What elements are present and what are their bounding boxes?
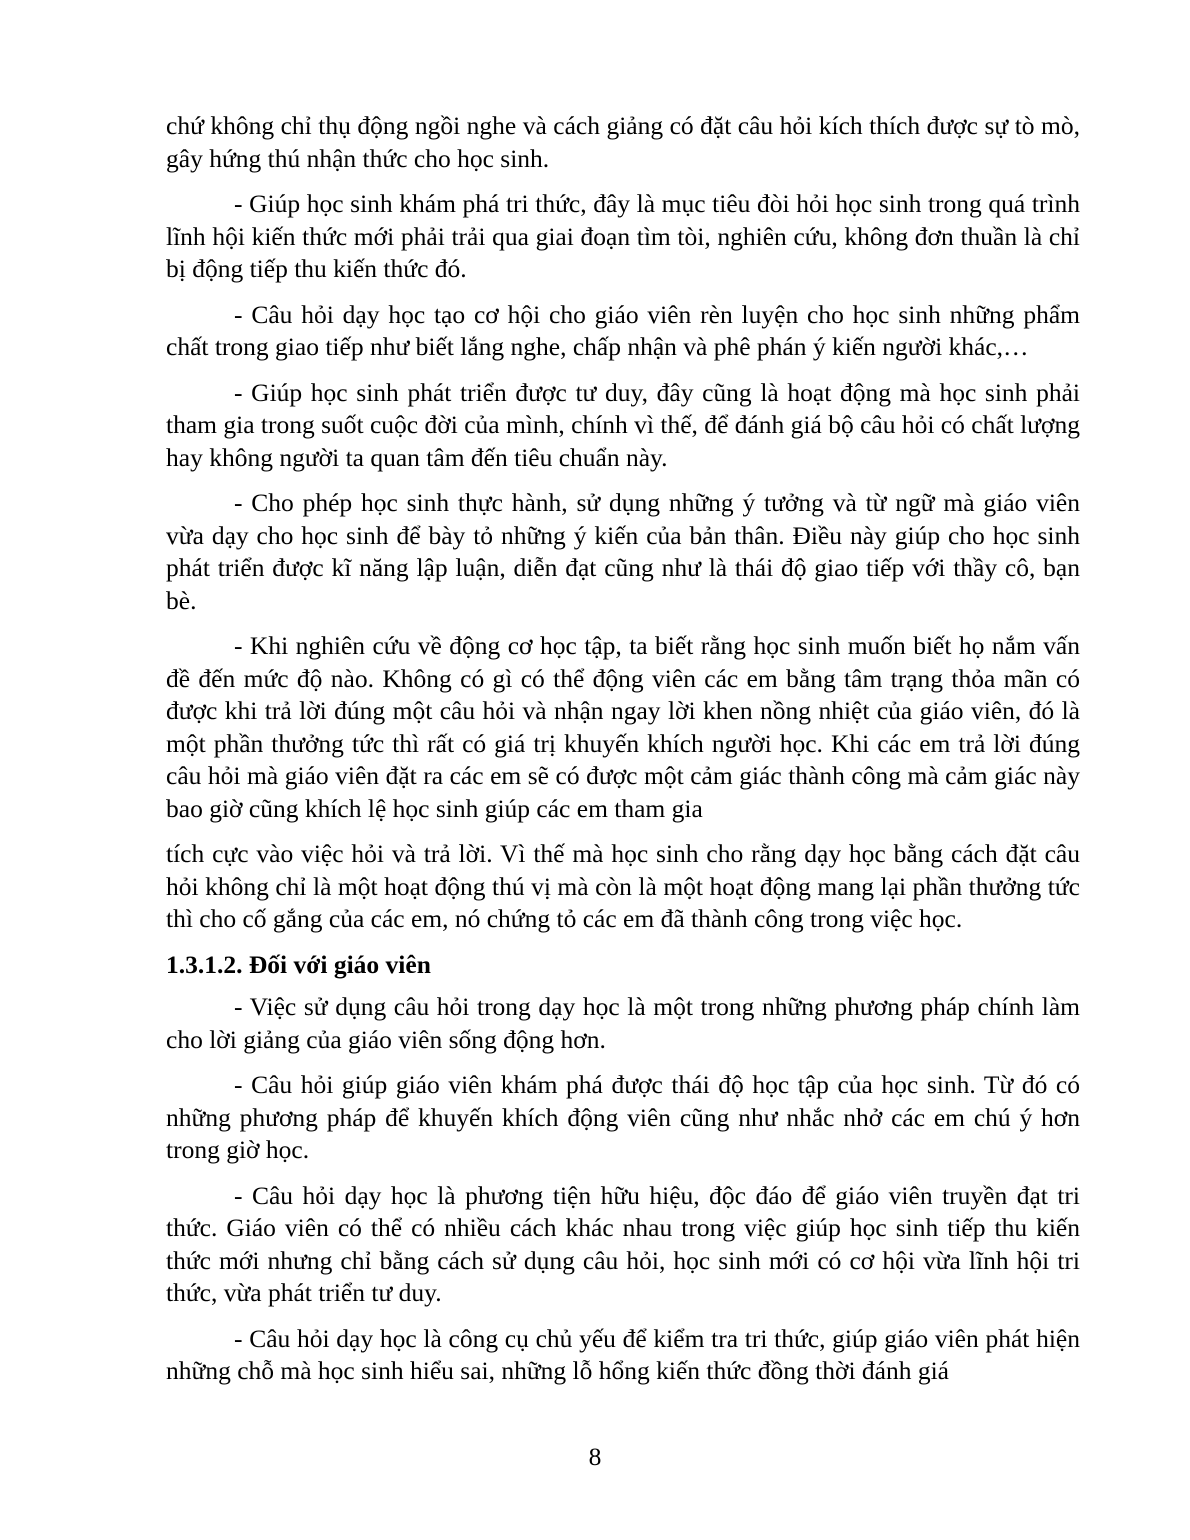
page-number: 8 [588,1442,602,1471]
section-heading: 1.3.1.2. Đối với giáo viên [166,949,431,979]
paragraph-effective-means: - Câu hỏi dạy học là phương tiện hữu hiệu, độc đáo để giáo viên truyền đạt tri thức. Giáo viên có thể có nhiều cách khác nhau trong việc giúp học sinh tiếp thu kiến thức mới nhưng chỉ bằng cách sử dụng câu hỏi, học sinh mới có cơ hội vừa lĩnh hội tri thức, vừa phát triển tư duy. [166,1180,1080,1307]
paragraph-discover-knowledge: - Giúp học sinh khám phá tri thức, đây là mục tiêu đòi hỏi học sinh trong quá trình lĩnh hội kiến thức mới phải trải qua giai đoạn tìm tòi, nghiên cứu, không đơn thuần là chỉ bị động tiếp thu kiến thức đó. [166,189,1080,283]
paragraph-learning-attitude: - Câu hỏi giúp giáo viên khám phá được thái độ học tập của học sinh. Từ đó có những phương pháp để khuyến khích động viên cũng như nhắc nhở các em chú ý hơn trong giờ học. [166,1070,1080,1164]
paragraph-develop-thinking: - Giúp học sinh phát triển được tư duy, đây cũng là hoạt động mà học sinh phải tham gia trong suốt cuộc đời của mình, chính vì thế, để đánh giá bộ câu hỏi có chất lượng hay không người ta quan tâm đến tiêu chuẩn này. [166,377,1080,472]
paragraph-learning-motivation: - Khi nghiên cứu về động cơ học tập, ta biết rằng học sinh muốn biết họ nắm vấn đề đến mức độ nào. Không có gì có thể động viên các em bằng tâm trạng thỏa mãn có được khi trả lời đúng một câu hỏi và nhận ngay lời khen nồng nhiệt của giáo viên, đó là một phần thưởng tức thì rất có giá trị khuyến khích người học. Khi các em trả lời đúng câu hỏi mà giáo viên đặt ra các em sẽ có được một cảm giác thành công mà cảm giác này bao giờ cũng khích lệ học sinh giúp các em tham gia [166,631,1080,823]
document-page [166,110,1080,1401]
paragraph-lively-lecture: - Việc sử dụng câu hỏi trong dạy học là một trong những phương pháp chính làm cho lời giảng của giáo viên sống động hơn. [166,992,1080,1054]
paragraph-practice-ideas: - Cho phép học sinh thực hành, sử dụng những ý tưởng và từ ngữ mà giáo viên vừa dạy cho học sinh để bày tỏ những ý kiến của bản thân. Điều này giúp cho học sinh phát triển được kĩ năng lập luận, diễn đạt cũng như là thái độ giao tiếp với thầy cô, bạn bè. [166,488,1080,615]
paragraph-assessment-tool: - Câu hỏi dạy học là công cụ chủ yếu để kiểm tra tri thức, giúp giáo viên phát hiện những chỗ mà học sinh hiểu sai, những lỗ hổng kiến thức đồng thời đánh giá [166,1323,1080,1385]
paragraph-communication-skills: - Câu hỏi dạy học tạo cơ hội cho giáo viên rèn luyện cho học sinh những phẩm chất trong giao tiếp như biết lắng nghe, chấp nhận và phê phán ý kiến người khác,… [166,299,1080,361]
paragraph-motivation-continued: tích cực vào việc hỏi và trả lời. Vì thế mà học sinh cho rằng dạy học bằng cách đặt câu hỏi không chỉ là một hoạt động thú vị mà còn là một hoạt động mang lại phần thưởng tức thì cho cố gắng của các em, nó chứng tỏ các em đã thành công trong việc học. [166,839,1080,933]
paragraph-continuation: chứ không chỉ thụ động ngồi nghe và cách giảng có đặt câu hỏi kích thích được sự tò mò, gây hứng thú nhận thức cho học sinh. [166,111,1080,173]
